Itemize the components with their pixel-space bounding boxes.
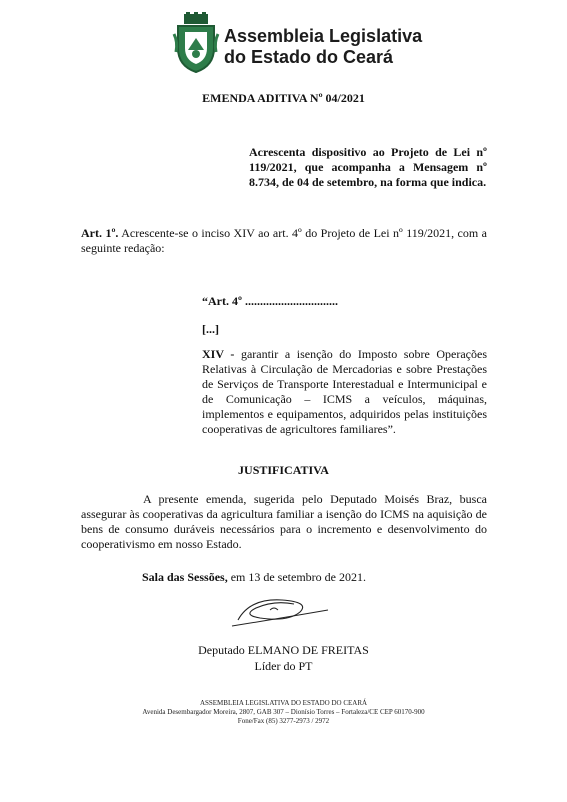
article-1-paragraph <box>81 226 487 256</box>
quoted-article-head: “Art. 4º ............................... <box>202 294 338 308</box>
footer-line2: Avenida Desembargador Moreira, 2807, GAB 307 – Dionísio Torres – Fortaleza/CE CEP 60170-900 <box>142 708 425 716</box>
signer-role: Líder do PT <box>254 659 313 673</box>
justification-title: JUSTIFICATIVA <box>238 463 329 477</box>
organization-name-line2: do Estado do Ceará <box>224 47 394 67</box>
signer-name: Deputado ELMANO DE FREITAS <box>198 643 369 657</box>
footer-line1: ASSEMBLEIA LEGISLATIVA DO ESTADO DO CEARÁ <box>199 699 368 707</box>
inciso-label: XIV - <box>202 347 235 361</box>
closing-date: em 13 de setembro de 2021. <box>227 570 366 584</box>
document-title: EMENDA ADITIVA Nº 04/2021 <box>202 91 365 105</box>
justification-paragraph <box>81 492 487 552</box>
closing-place: Sala das Sessões, <box>142 570 228 584</box>
document-header <box>172 12 423 82</box>
ementa-summary: Acrescenta dispositivo ao Projeto de Lei nº 119/2021, que acompanha a Mensagem nº 8.734, de 04 de setembro, na forma que indica. <box>249 145 487 189</box>
closing-line <box>142 570 366 585</box>
article-1-label: Art. 1º. <box>81 226 119 240</box>
coat-of-arms-emblem <box>172 12 220 74</box>
handwritten-signature <box>230 590 340 634</box>
inciso-text: garantir a isenção do Imposto sobre Operações Relativas à Circulação de Mercadorias e sobre Prestações de Serviços de Transporte Interestadual e Intermunicipal e de Comunicação – ICMS a veículos, máquinas, implementos e equipamentos, adquiridos pelas instituições cooperativas de agricultores familiares”. <box>202 347 487 436</box>
document-footer <box>0 699 567 726</box>
article-1-text: Acrescente-se o inciso XIV ao art. 4º do Projeto de Lei nº 119/2021, com a seguinte redação: <box>81 226 488 255</box>
quoted-ellipsis: [...] <box>202 322 219 336</box>
footer-line3: Fone/Fax (85) 3277-2973 / 2972 <box>237 717 330 725</box>
inciso-xiv-paragraph <box>202 347 487 437</box>
justification-text: A presente emenda, sugerida pelo Deputado Moisés Braz, busca assegurar às cooperativas da agricultura familiar a isenção do ICMS na aquisição de bens de consumo duráveis necessários para o incremento e desenvolvimento do cooperativismo em nosso Estado. <box>81 492 487 551</box>
organization-name-line1: Assembleia Legislativa <box>224 26 423 46</box>
organization-name <box>224 26 422 68</box>
